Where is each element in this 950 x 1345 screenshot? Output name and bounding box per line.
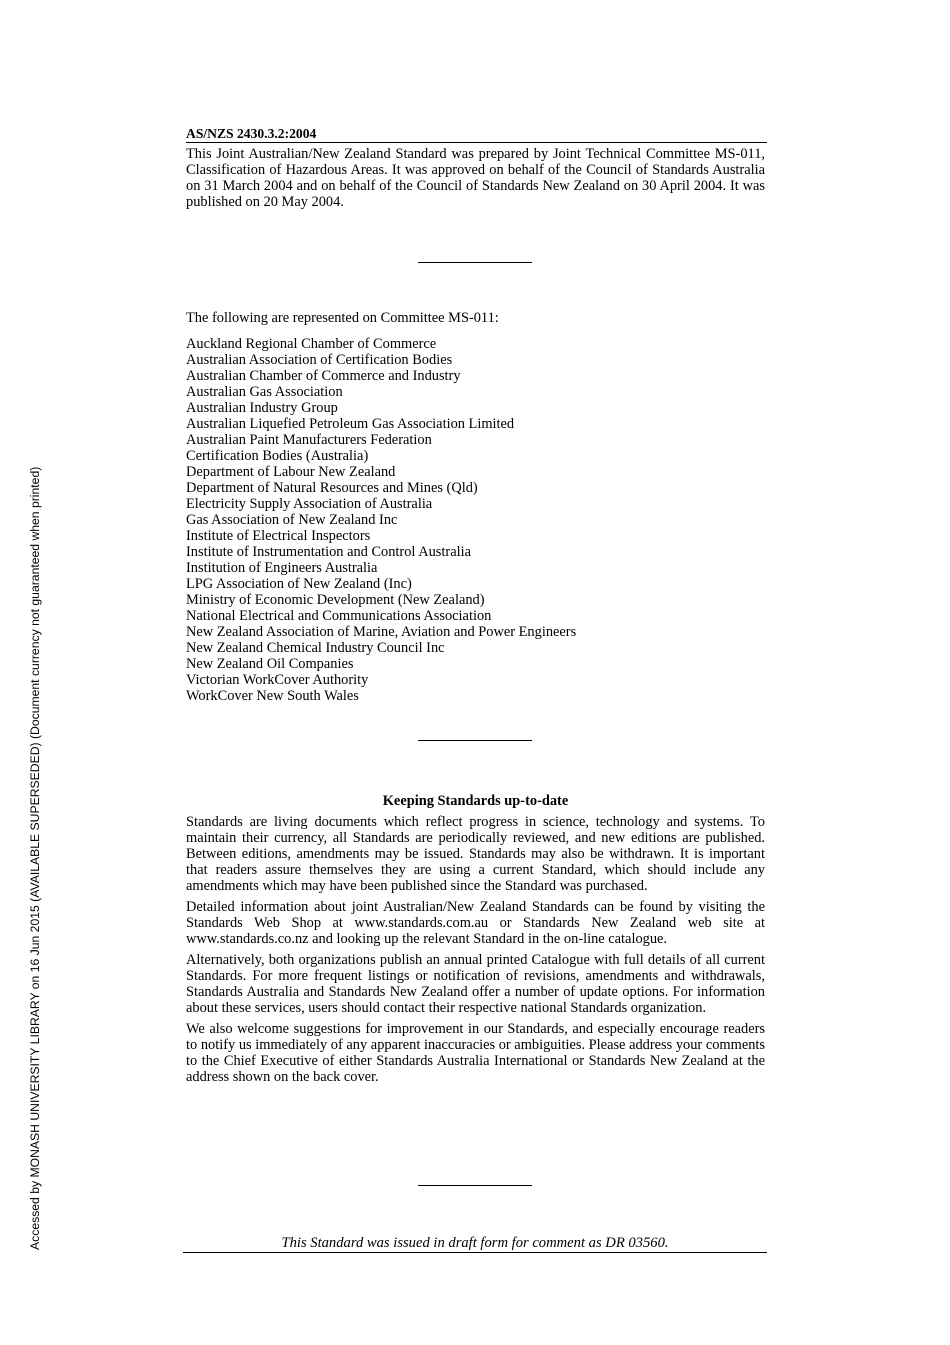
list-item: National Electrical and Communications Association [186, 608, 492, 624]
section-divider [418, 740, 532, 741]
list-item: New Zealand Chemical Industry Council Inc [186, 640, 445, 656]
list-item: Australian Association of Certification Bodies [186, 352, 453, 368]
list-item: Institution of Engineers Australia [186, 560, 378, 576]
section-divider [418, 262, 532, 263]
keeping-standards-body [186, 814, 765, 1090]
draft-note: This Standard was issued in draft form for comment as DR 03560. [183, 1235, 767, 1253]
section-divider [418, 1185, 532, 1186]
committee-intro: The following are represented on Committee MS-011: [186, 310, 499, 326]
list-item: Australian Industry Group [186, 400, 338, 416]
body-paragraph: Standards are living documents which reflect progress in science, technology and systems. To maintain their currency, all Standards are periodically reviewed, and new editions are published. Between editions, amendments may be issued. Standards may also be withdrawn. It is important that readers assure themselves they are using a current Standard, which should include any amendments which may have been published since the Standard was purchased. [186, 814, 765, 894]
list-item: Australian Paint Manufacturers Federation [186, 432, 432, 448]
committee-member-list [186, 336, 576, 704]
list-item: Gas Association of New Zealand Inc [186, 512, 398, 528]
list-item: Institute of Electrical Inspectors [186, 528, 371, 544]
list-item: Department of Labour New Zealand [186, 464, 396, 480]
list-item: New Zealand Association of Marine, Aviation and Power Engineers [186, 624, 577, 640]
list-item: New Zealand Oil Companies [186, 656, 354, 672]
list-item: Electricity Supply Association of Australia [186, 496, 433, 512]
access-watermark: Accessed by MONASH UNIVERSITY LIBRARY on 16 Jun 2015 (AVAILABLE SUPERSEDED) (Document currency not guaranteed when printed) [28, 466, 42, 1250]
body-paragraph: Detailed information about joint Australian/New Zealand Standards can be found by visiting the Standards Web Shop at www.standards.com.au or Standards New Zealand web site at www.standards.co.nz and looking up the relevant Standard in the on-line catalogue. [186, 899, 765, 947]
list-item: Ministry of Economic Development (New Zealand) [186, 592, 485, 608]
list-item: Australian Chamber of Commerce and Industry [186, 368, 461, 384]
list-item: Australian Liquefied Petroleum Gas Association Limited [186, 416, 515, 432]
body-paragraph: Alternatively, both organizations publish an annual printed Catalogue with full details of all current Standards. For more frequent listings or notification of revisions, amendments and withdrawals, Standards Australia and Standards New Zealand offer a number of update options. For information about these services, users should contact their respective national Standards organization. [186, 952, 765, 1016]
list-item: Department of Natural Resources and Mines (Qld) [186, 480, 478, 496]
body-paragraph: We also welcome suggestions for improvement in our Standards, and especially encourage readers to notify us immediately of any apparent inaccuracies or ambiguities. Please address your comments to the Chief Executive of either Standards Australia International or Standards New Zealand at the address shown on the back cover. [186, 1021, 765, 1085]
list-item: Australian Gas Association [186, 384, 343, 400]
section-heading: Keeping Standards up-to-date [382, 793, 569, 809]
list-item: Certification Bodies (Australia) [186, 448, 369, 464]
list-item: WorkCover New South Wales [186, 688, 359, 704]
list-item: Auckland Regional Chamber of Commerce [186, 336, 437, 352]
preface-paragraph: This Joint Australian/New Zealand Standard was prepared by Joint Technical Committee MS-011, Classification of Hazardous Areas. It was approved on behalf of the Council of Standards Australia on 31 March 2004 and on behalf of the Council of Standards New Zealand on 30 April 2004. It was published on 20 May 2004. [186, 146, 765, 210]
list-item: Victorian WorkCover Authority [186, 672, 369, 688]
document-id: AS/NZS 2430.3.2:2004 [186, 126, 767, 143]
list-item: LPG Association of New Zealand (Inc) [186, 576, 412, 592]
list-item: Institute of Instrumentation and Control Australia [186, 544, 471, 560]
